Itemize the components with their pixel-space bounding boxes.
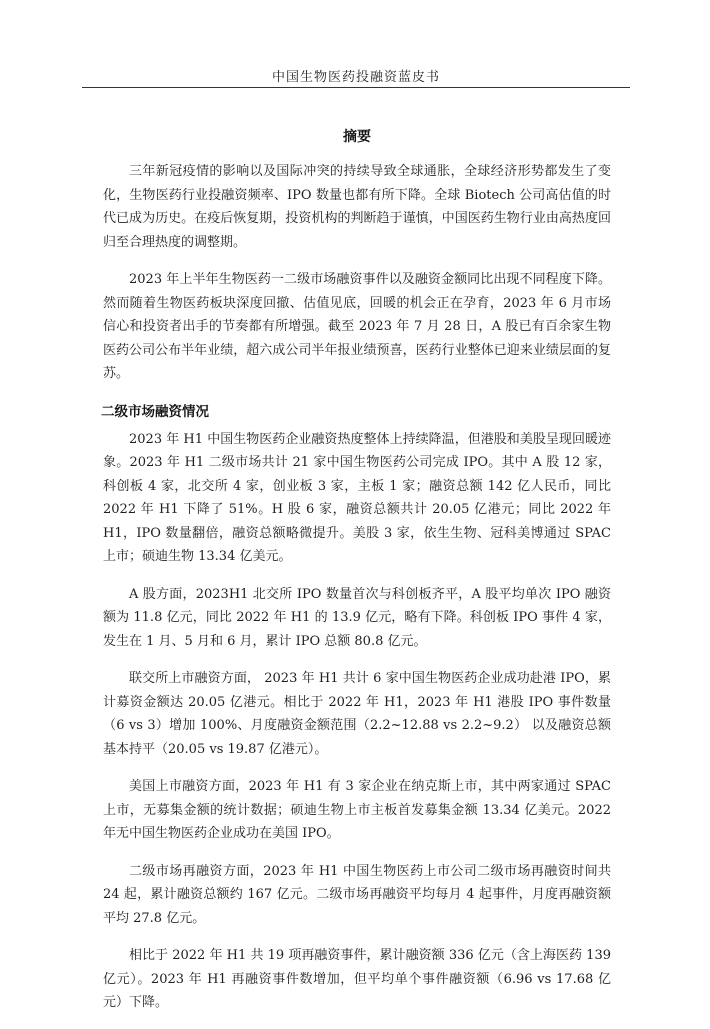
abstract-title: 摘要 xyxy=(343,129,371,145)
section-paragraph-5: 二级市场再融资方面，2023 年 H1 中国生物医药上市公司二级市场再融资时间共 24 起，累计融资总额约 167 亿元。二级市场再融资平均每月 4 起事件，月度再融资额平均 27.8 亿元。 xyxy=(103,863,611,926)
section-paragraph-1: 2023 年 H1 中国生物医药企业融资热度整体上持续降温，但港股和美股呈现回暖迹象。2023 年 H1 二级市场共计 21 家中国生物医药公司完成 IPO。其中 A 股 12 家，科创板 4 家，北交所 4 家，创业板 3 家，主板 1 家；融资总额 142 亿人民币，同比 2022 年 H1 下降了 51%。H 股 6 家，融资总额共计 20.05 亿港元；同比 2022 年 H1，IPO 数量翻倍，融资总额略微提升。美股 3 家，依生生物、冠科美博通过 SPAC 上市；硕迪生物 13.34 亿美元。 xyxy=(103,431,611,564)
section-paragraph-3: 联交所上市融资方面， 2023 年 H1 共计 6 家中国生物医药企业成功赴港 IPO，累计募资金额达 20.05 亿港元。相比于 2022 年 H1，2023 年 H1 港股 IPO 事件数量（6 vs 3）增加 100%、月度融资金额范围（2.2~12.88 vs 2.2~9.2） 以及融资总额基本持平（20.05 vs 19.87 亿港元）。 xyxy=(103,671,611,757)
header-divider xyxy=(82,87,630,88)
abstract-paragraph-1: 三年新冠疫情的影响以及国际冲突的持续导致全球通胀，全球经济形势都发生了变化，生物医药行业投融资频率、IPO 数量也都有所下降。全球 Biotech 公司高估值的时代已成为历史。在疫后恢复期，投资机构的判断趋于谨慎，中国医药生物行业由高热度回归至合理热度的调整期。 xyxy=(103,164,611,250)
section-paragraph-4: 美国上市融资方面，2023 年 H1 有 3 家企业在纳克斯上市，其中两家通过 SPAC 上市，无募集金额的统计数据；硕迪生物上市主板首发募集金额 13.34 亿美元。2022 年无中国生物医药企业成功在美国 IPO。 xyxy=(103,779,611,841)
section-heading: 二级市场融资情况 xyxy=(101,403,209,420)
abstract-paragraph-2: 2023 年上半年生物医药一二级市场融资事件以及融资金额同比出现不同程度下降。然而随着生物医药板块深度回撤、估值见底，回暖的机会正在孕育，2023 年 6 月市场信心和投资者出手的节奏都有所增强。截至 2023 年 7 月 28 日，A 股已有百余家生物医药公司公布半年业绩，超六成公司半年报业绩预喜，医药行业整体已迎来业绩层面的复苏。 xyxy=(103,272,611,381)
page-body xyxy=(103,126,611,1029)
section-paragraph-2: A 股方面，2023H1 北交所 IPO 数量首次与科创板齐平，A 股平均单次 IPO 融资额为 11.8 亿元，同比 2022 年 H1 的 13.9 亿元，略有下降。科创板 IPO 事件 4 家，发生在 1 月、5 月和 6 月，累计 IPO 总额 80.8 亿元。 xyxy=(103,586,611,649)
section-paragraph-6: 相比于 2022 年 H1 共 19 项再融资事件，累计融资额 336 亿元（含上海医药 139 亿元）。2023 年 H1 再融资事件数增加，但平均单个事件融资额（6.96 vs 17.68 亿元）下降。 xyxy=(103,948,611,1010)
running-header: 中国生物医药投融资蓝皮书 xyxy=(271,70,440,85)
